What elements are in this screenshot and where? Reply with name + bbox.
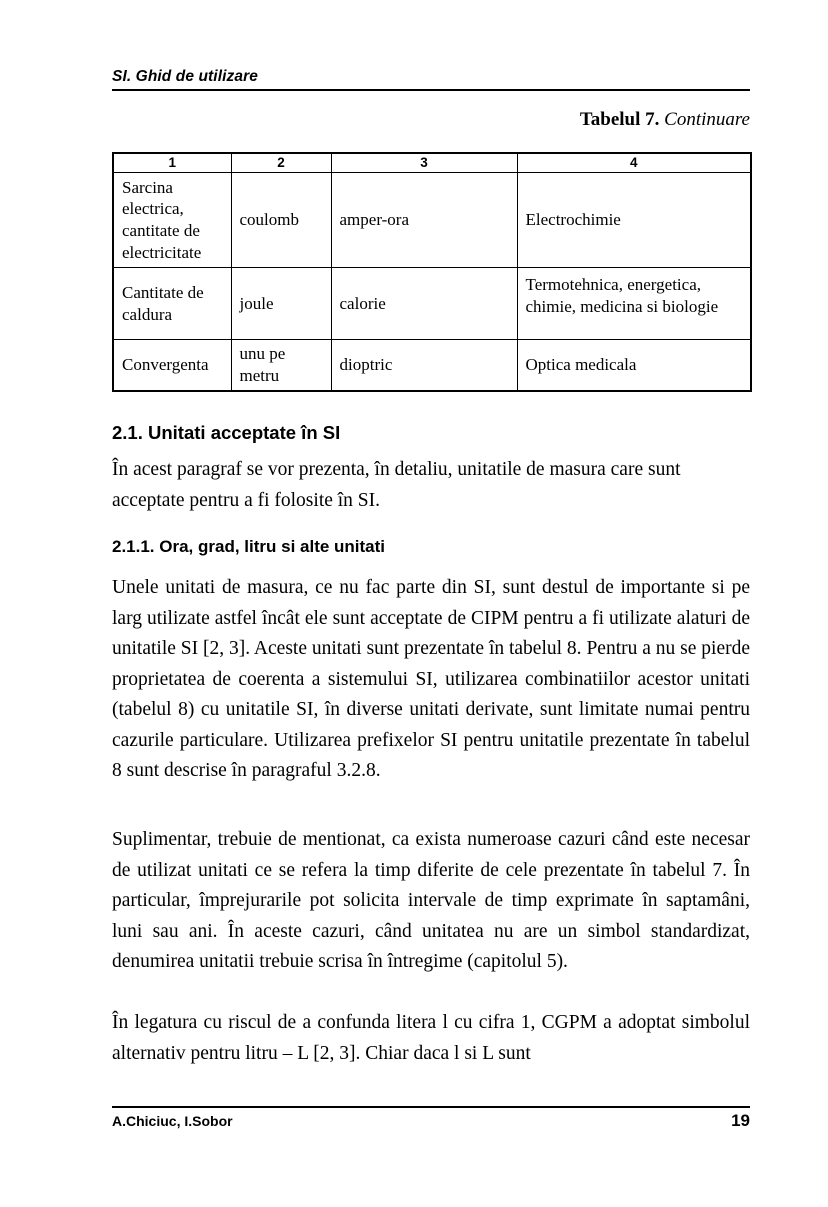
table-header-row (113, 153, 751, 173)
running-header (112, 68, 750, 91)
header-divider (112, 89, 750, 91)
paragraph-container-2 (112, 825, 750, 978)
body-paragraph: Suplimentar, trebuie de mentionat, ca exista numeroase cazuri când este necesar de utilizat unitati ce se refera la timp diferite de cele prezentate în tabelul 7. În particular, împrejurarile pot solicita intervale de timp exprimate în saptamâni, luni sau ani. În aceste cazuri, când unitatea nu are un simbol standardizat, denumirea unitatii trebuie scrisa în întregime (capitolul 5). (112, 829, 750, 972)
units-table (112, 152, 752, 392)
paragraph-container-1 (112, 573, 750, 787)
column-header-1: 1 (113, 153, 231, 173)
paragraph-container-3 (112, 1008, 750, 1069)
column-header-3: 3 (331, 153, 517, 173)
running-header-title: SI. Ghid de utilizare (112, 68, 258, 85)
cell-unit: joule (231, 268, 331, 340)
table-row (113, 340, 751, 391)
footer-divider (112, 1106, 750, 1108)
cell-alt-unit: dioptric (331, 340, 517, 391)
column-header-4: 4 (517, 153, 751, 173)
table-container (112, 152, 750, 392)
table-row (113, 268, 751, 340)
cell-alt-unit: amper-ora (331, 173, 517, 268)
section-intro-paragraph: În acest paragraf se vor prezenta, în detaliu, unitatile de masura care sunt acceptate pentru a fi folosite în SI. (112, 459, 681, 511)
footer-row (112, 1111, 750, 1131)
subsection-heading-container (112, 537, 750, 557)
cell-alt-unit: calorie (331, 268, 517, 340)
page-footer (112, 1106, 750, 1131)
body-paragraph: Unele unitati de masura, ce nu fac parte din SI, sunt destul de importante si pe larg utilizate astfel încât ele sunt acceptate de CIPM pentru a fi utilizate alaturi de unitatile SI [2, 3]. Aceste unitati sunt prezentate în tabelul 8. Pentru a nu se pierde proprietatea de coerenta a sistemului SI, utilizarea combinatiilor acestor unitati (tabelul 8) cu unitatile SI, în diverse unitati derivate, sunt limitate numai pentru cazurile particulare. Utilizarea prefixelor SI pentru unitatile prezentate în tabelul 8 sunt descrise în paragraful 3.2.8. (112, 577, 750, 781)
cell-domain: Electrochimie (517, 173, 751, 268)
table-row (113, 173, 751, 268)
cell-quantity: Sarcina electrica, cantitate de electricitate (113, 173, 231, 268)
subsection-heading: 2.1.1. Ora, grad, litru si alte unitati (112, 537, 386, 556)
cell-quantity: Convergenta (113, 340, 231, 391)
cell-unit: unu pe metru (231, 340, 331, 391)
cell-unit: coulomb (231, 173, 331, 268)
section-intro-container (112, 455, 750, 516)
section-heading: 2.1. Unitati acceptate în SI (112, 422, 341, 443)
cell-domain: Optica medicala (517, 340, 751, 391)
page-number: 19 (731, 1111, 750, 1130)
table-caption (112, 108, 750, 132)
footer-authors: A.Chiciuc, I.Sobor (112, 1113, 233, 1129)
table-caption-label: Tabelul 7. (579, 109, 660, 130)
cell-quantity: Cantitate de caldura (113, 268, 231, 340)
column-header-2: 2 (231, 153, 331, 173)
body-paragraph: În legatura cu riscul de a confunda litera l cu cifra 1, CGPM a adoptat simbolul alternativ pentru litru – L [2, 3]. Chiar daca l si L sunt (112, 1012, 750, 1064)
table-caption-note: Continuare (664, 109, 750, 130)
cell-domain: Termotehnica, energetica, chimie, medicina si biologie (517, 268, 751, 340)
section-heading-container (112, 422, 750, 444)
